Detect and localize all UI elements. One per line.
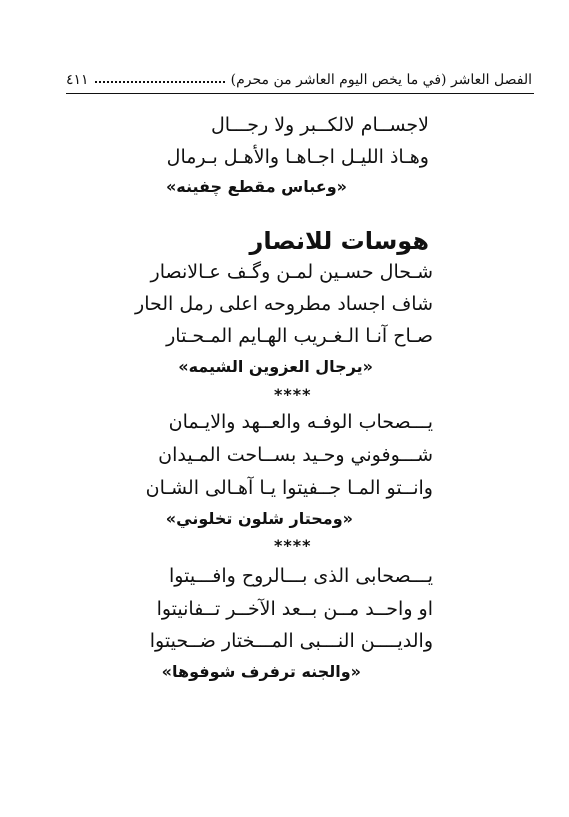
stanza-separator: **** bbox=[274, 385, 312, 404]
verse-refrain: «وعباس مقطع چفينه» bbox=[165, 177, 347, 196]
running-header bbox=[66, 66, 532, 88]
section-heading: هوسات للانصار bbox=[249, 227, 429, 255]
leader-dots bbox=[95, 81, 225, 83]
verse-refrain: «والجنه ترفرف شوفوها» bbox=[161, 662, 361, 681]
verse-line: وانــتو المـا جــفيتوا يـا آهـالى الشـان bbox=[145, 477, 433, 499]
page-number: ٤١١ bbox=[66, 72, 89, 88]
verse-line: او واحــد مــن بــعد الآخــر تــفانيتوا bbox=[156, 598, 433, 620]
verse-line: يـــصحاب الوفـه والعــهد والايـمان bbox=[168, 411, 433, 433]
header-rule bbox=[66, 93, 534, 94]
verse-line: شـحال حسـين لمـن وگـف عـالانصار bbox=[150, 261, 433, 283]
verse-line: شـــوفوني وحـيد بســاحت المـيدان bbox=[158, 444, 433, 466]
verse-line: شاف اجساد مطروحه اعلى رمل الحار bbox=[135, 293, 433, 315]
verse-line: يـــصحابى الذى بـــالروح وافـــيتوا bbox=[169, 565, 433, 587]
verse-refrain: «ومحتار شلون تخلوني» bbox=[165, 509, 353, 528]
chapter-title: الفصل العاشر (في ما يخص اليوم العاشر من محرم) bbox=[230, 72, 532, 88]
verse-line: صـاح آنـا الـغـريب الهـايم المـحـتار bbox=[166, 325, 433, 347]
verse-line: لاجســام لالكــبر ولا رجـــال bbox=[210, 114, 429, 136]
stanza-separator: **** bbox=[274, 536, 312, 555]
verse-line: وهـاذ الليـل اجـاهـا والأهـل بـرمال bbox=[166, 146, 429, 168]
verse-line: والديــــن النـــبى المـــختار ضــحيتوا bbox=[149, 630, 433, 652]
verse-refrain: «يرجال العزوين الشيمه» bbox=[178, 357, 373, 376]
